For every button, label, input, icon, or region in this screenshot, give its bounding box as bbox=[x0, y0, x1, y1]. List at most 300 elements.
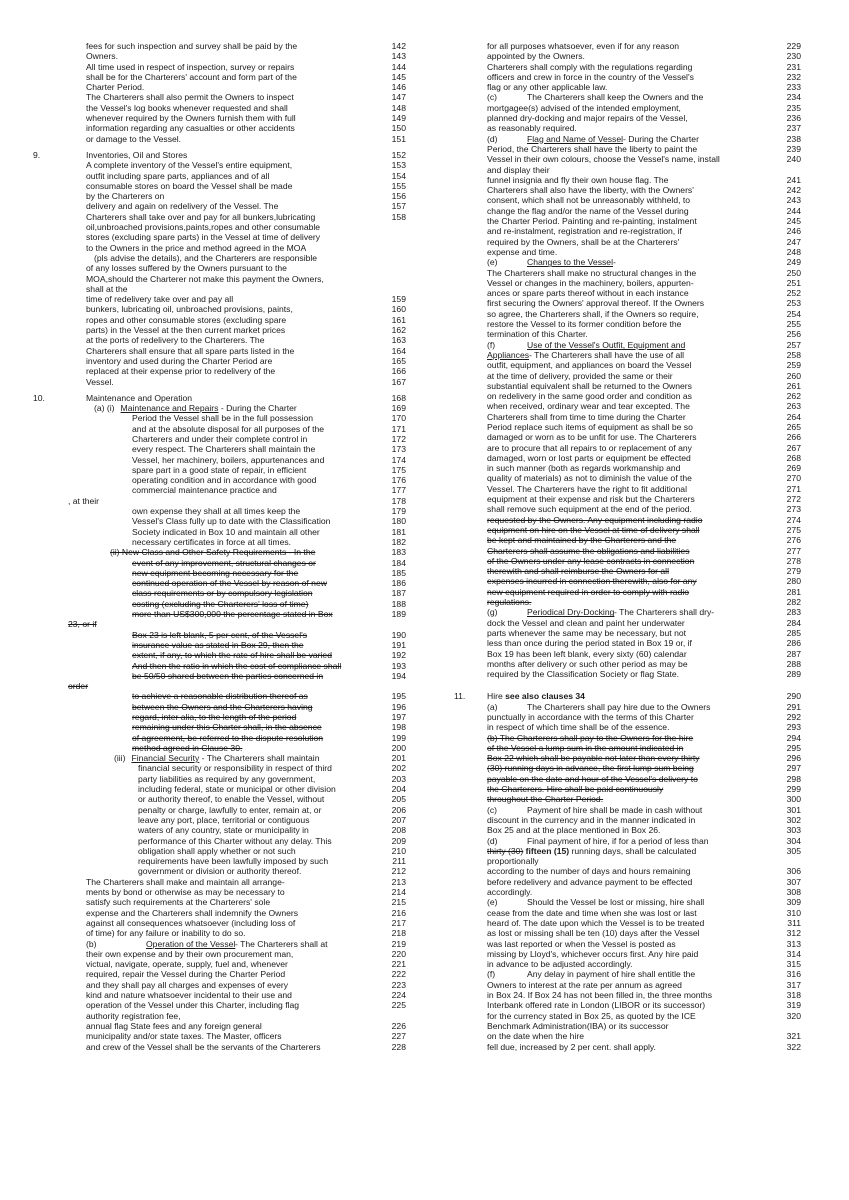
text-line bbox=[487, 1021, 777, 1031]
line-number: 273 bbox=[786, 504, 801, 515]
line-text bbox=[86, 1000, 299, 1010]
line-number: 320 bbox=[786, 1010, 801, 1021]
line-number: 307 bbox=[786, 876, 801, 887]
line-text bbox=[114, 753, 320, 763]
line-text-segment: by the Charterers on bbox=[86, 191, 165, 202]
line-number: 300 bbox=[786, 794, 801, 805]
text-line bbox=[487, 1041, 801, 1052]
line-number: 270 bbox=[786, 473, 801, 484]
text-line bbox=[487, 586, 801, 597]
line-number: 168 bbox=[391, 392, 406, 403]
line-number: 143 bbox=[391, 51, 406, 62]
line-text-segment: months after delivery or such other period as may be bbox=[487, 658, 688, 669]
text-line bbox=[487, 753, 801, 764]
line-number: 185 bbox=[391, 567, 406, 578]
line-text bbox=[132, 465, 306, 475]
line-text-segment: - The Charterers shall dry- bbox=[614, 607, 715, 618]
line-text-segment: running days, shall be calculated bbox=[569, 845, 697, 856]
line-text bbox=[487, 897, 705, 908]
line-text bbox=[132, 661, 341, 671]
line-text bbox=[86, 72, 297, 82]
line-number: 224 bbox=[391, 990, 406, 1001]
text-line bbox=[487, 948, 801, 959]
clause-number: 9. bbox=[33, 149, 41, 160]
line-number: 226 bbox=[391, 1020, 406, 1031]
text-line bbox=[58, 742, 406, 753]
text-line bbox=[58, 433, 406, 444]
line-text bbox=[487, 144, 697, 154]
text-line bbox=[487, 794, 801, 805]
text-line bbox=[58, 959, 406, 970]
line-text-segment: stores (excluding spare parts) in the Vessel at time of delivery bbox=[86, 232, 321, 243]
line-number: 236 bbox=[786, 113, 801, 124]
line-text bbox=[86, 877, 285, 887]
text-line bbox=[487, 195, 801, 206]
line-text-segment: requirements have been lawfully imposed by such bbox=[138, 856, 329, 867]
text-line bbox=[487, 411, 801, 422]
line-text bbox=[487, 412, 686, 422]
line-text-segment: at the time of delivery, provided the same or their bbox=[487, 370, 673, 381]
line-text bbox=[487, 856, 539, 866]
line-text-segment: Should the Vessel be lost or missing, hire shall bbox=[527, 897, 705, 908]
line-number: 209 bbox=[391, 835, 406, 846]
line-text bbox=[487, 1011, 696, 1021]
line-text-segment: commercial maintenance practice and bbox=[132, 485, 277, 496]
line-text-segment: Box 25 and at the place mentioned in Box 26. bbox=[487, 825, 661, 836]
line-text bbox=[487, 319, 681, 329]
line-number: 288 bbox=[786, 658, 801, 669]
line-text-segment: therewith and shall reimburse the Owners for all bbox=[487, 566, 669, 577]
line-number: 199 bbox=[391, 732, 406, 743]
line-text-segment: leave any port, place, territorial or contiguous bbox=[138, 814, 310, 825]
line-number: 220 bbox=[391, 948, 406, 959]
text-line bbox=[487, 784, 801, 795]
line-text bbox=[132, 424, 324, 434]
line-number: 198 bbox=[391, 722, 406, 733]
line-text-segment: - The Charterers shall maintain bbox=[199, 753, 320, 764]
line-text-segment: damaged, worn or lost parts or equipment be effected bbox=[487, 452, 691, 463]
text-line bbox=[487, 236, 801, 247]
line-number: 153 bbox=[391, 160, 406, 171]
line-number: 180 bbox=[391, 516, 406, 527]
line-text-segment: when received, ordinary wear and tear excepted. The bbox=[487, 401, 690, 412]
line-text-segment: fees for such inspection and survey shall be paid by the bbox=[86, 41, 298, 51]
line-number: 200 bbox=[391, 742, 406, 753]
line-text-segment: expenses incurred in connection therewith, also for any bbox=[487, 576, 697, 587]
line-text-segment: shall be for the Charterers' account and form part of the bbox=[86, 71, 297, 82]
line-text-segment: the Charter Period. Painting and re-painting, instalment bbox=[487, 216, 697, 227]
line-number: 285 bbox=[786, 627, 801, 638]
line-text bbox=[138, 825, 309, 835]
line-text-segment: required, repair the Vessel during the Charter Period bbox=[86, 969, 286, 980]
line-number: 211 bbox=[392, 856, 406, 867]
text-line bbox=[487, 876, 801, 887]
text-line bbox=[58, 835, 406, 846]
line-text-segment: penalty or charge, lawfully to enter, remain at, or bbox=[138, 804, 322, 815]
line-text bbox=[86, 366, 275, 376]
line-text bbox=[487, 566, 669, 576]
clause-heading: Financial Security bbox=[131, 753, 200, 764]
line-text-segment: (c) bbox=[487, 804, 498, 815]
line-text-segment: (f) bbox=[487, 969, 496, 980]
line-text bbox=[86, 232, 320, 242]
line-text-segment: funnel insignia and fly their own house flag. The bbox=[487, 174, 669, 185]
line-text-segment: shall remove such equipment at the end of the period. bbox=[487, 504, 692, 515]
clause-heading: Operation of the Vessel bbox=[146, 938, 236, 949]
text-line bbox=[487, 246, 801, 257]
line-text bbox=[86, 41, 297, 51]
line-number: 311 bbox=[787, 917, 801, 928]
line-text-segment: Vessel in their own colours, choose the Vessel's name, install bbox=[487, 154, 720, 165]
text-line bbox=[58, 773, 406, 784]
line-text-segment: (b) bbox=[86, 938, 97, 949]
line-text-segment: (e) bbox=[487, 897, 498, 908]
text-line bbox=[487, 658, 801, 669]
line-text-segment: to the Owners in the price and method agreed in the MOA bbox=[86, 242, 307, 253]
line-text bbox=[487, 216, 697, 226]
line-number: 292 bbox=[786, 712, 801, 722]
line-text bbox=[487, 576, 697, 586]
text-line bbox=[58, 243, 378, 253]
line-text-segment: flag or any other applicable law. bbox=[487, 82, 608, 93]
text-line bbox=[487, 856, 777, 866]
text-line bbox=[58, 325, 406, 336]
line-text-segment: remaining under this Charter shall, in the absence bbox=[132, 722, 322, 733]
line-text-segment: (g) bbox=[487, 607, 498, 618]
line-text bbox=[86, 928, 246, 938]
line-number: 322 bbox=[786, 1041, 801, 1052]
text-line bbox=[58, 123, 406, 134]
line-text bbox=[86, 212, 315, 222]
line-text bbox=[86, 325, 285, 335]
line-number: 221 bbox=[391, 959, 406, 970]
line-text bbox=[86, 918, 295, 928]
line-text-segment: expense and the Charterers shall indemnify the Owners bbox=[86, 907, 299, 918]
text-line bbox=[487, 298, 801, 309]
line-text-segment: Owners to interest at the rate per annum as agreed bbox=[487, 979, 682, 990]
line-number: 254 bbox=[786, 308, 801, 319]
line-text-segment: according to the number of days and hours remaining bbox=[487, 866, 691, 877]
line-text-segment: Benchmark Administration(IBA) or its successor bbox=[487, 1020, 669, 1031]
line-number: 280 bbox=[786, 576, 801, 587]
clause-heading: Periodical Dry-Docking bbox=[527, 607, 615, 618]
line-text bbox=[132, 558, 316, 568]
clause-heading: Use of the Vessel's Outfit, Equipment and bbox=[527, 339, 686, 350]
line-text-segment: Period replace such items of equipment as shall be so bbox=[487, 421, 693, 432]
line-text-segment: as reasonably required. bbox=[487, 123, 577, 134]
text-line bbox=[58, 969, 406, 980]
line-text-segment: more than US$300,000 the percentage stated in Box bbox=[132, 609, 333, 620]
line-text bbox=[86, 949, 293, 959]
line-text-segment: are to procure that all repairs to or replacement of any bbox=[487, 442, 692, 453]
line-text bbox=[487, 51, 585, 61]
line-number: 219 bbox=[391, 938, 406, 949]
line-number: 305 bbox=[786, 845, 801, 856]
line-number: 172 bbox=[391, 433, 406, 444]
line-text bbox=[487, 309, 699, 319]
line-number: 296 bbox=[786, 753, 801, 764]
text-line bbox=[58, 979, 406, 990]
line-text-segment: Inventories, Oil and Stores bbox=[86, 149, 188, 160]
line-number: 303 bbox=[786, 825, 801, 836]
text-line bbox=[487, 814, 801, 825]
line-text bbox=[86, 335, 265, 345]
line-number: 251 bbox=[786, 277, 801, 288]
line-number: 192 bbox=[391, 650, 406, 661]
line-text-segment: party liabilities as required by any government, bbox=[138, 773, 316, 784]
line-text-segment: government or division or authority thereof. bbox=[138, 866, 302, 877]
text-line bbox=[487, 339, 801, 350]
line-text bbox=[487, 918, 704, 928]
line-text-segment: on redelivery in the same good order and condition as bbox=[487, 391, 692, 402]
text-line bbox=[58, 506, 406, 517]
line-text bbox=[86, 980, 288, 990]
line-number: 218 bbox=[391, 928, 406, 939]
line-text bbox=[86, 103, 288, 113]
line-number: 233 bbox=[786, 82, 801, 93]
text-line bbox=[58, 825, 406, 836]
line-text-segment: MOA,should the Charterer not make this payment the Owners, bbox=[86, 273, 324, 284]
line-text-segment: parts) in the Vessel at the then current market prices bbox=[86, 325, 286, 336]
line-number: 213 bbox=[391, 876, 406, 887]
line-number: 190 bbox=[391, 629, 406, 640]
line-text bbox=[487, 1042, 656, 1052]
line-text-segment: Box 19 has been left blank, every sixty (60) calendar bbox=[487, 648, 687, 659]
text-line bbox=[487, 370, 801, 381]
line-text bbox=[132, 630, 307, 640]
line-text-segment: outfit, equipment, and appliances on board the Vessel bbox=[487, 360, 692, 371]
line-text-segment: bunkers, lubricating oil, unbroached provisions, paints, bbox=[86, 304, 293, 315]
line-text bbox=[68, 681, 88, 691]
line-text-segment: Charterers and under their complete control in bbox=[132, 433, 308, 444]
line-text bbox=[68, 496, 99, 506]
line-text-segment: proportionally bbox=[487, 856, 539, 867]
line-text bbox=[132, 609, 333, 619]
line-number: 183 bbox=[391, 547, 406, 558]
line-number: 259 bbox=[786, 360, 801, 371]
text-line bbox=[58, 567, 406, 578]
line-text-segment: spare part in a good state of repair, in efficient bbox=[132, 464, 307, 475]
line-text-segment: annual flag State fees and any foreign general bbox=[86, 1020, 262, 1031]
line-text bbox=[132, 650, 332, 660]
line-number: 266 bbox=[786, 432, 801, 443]
text-line bbox=[487, 576, 801, 587]
line-number: 230 bbox=[786, 51, 801, 62]
line-text-segment: be kept and maintained by the Charterers and the bbox=[487, 535, 677, 546]
text-line bbox=[487, 113, 801, 124]
line-text bbox=[132, 506, 300, 516]
line-text-segment: cease from the date and time when she was lost or last bbox=[487, 907, 697, 918]
text-line bbox=[487, 1000, 801, 1011]
line-text bbox=[487, 92, 704, 103]
line-text bbox=[138, 794, 324, 804]
line-text bbox=[132, 691, 308, 701]
line-text-segment: less than once during the period stated in Box 19 or, if bbox=[487, 638, 692, 649]
text-line bbox=[487, 1010, 801, 1021]
line-text-segment: And then the ratio in which the cost of compliance shall bbox=[132, 660, 342, 671]
line-text bbox=[487, 463, 680, 473]
line-text bbox=[487, 887, 532, 897]
text-line bbox=[487, 638, 801, 649]
line-text-segment: operation of the Vessel under this Charter, including flag bbox=[86, 1000, 300, 1011]
line-text bbox=[86, 263, 287, 273]
line-text bbox=[487, 669, 679, 679]
line-text bbox=[487, 391, 692, 401]
text-line bbox=[58, 784, 406, 795]
line-text-segment: Society indicated in Box 10 and maintain all other bbox=[132, 526, 320, 537]
line-text bbox=[487, 268, 696, 278]
line-text bbox=[138, 846, 296, 856]
line-text bbox=[487, 712, 694, 722]
line-text-segment: (d) bbox=[487, 133, 498, 144]
line-text bbox=[487, 908, 697, 918]
line-text bbox=[487, 618, 685, 628]
text-line bbox=[487, 442, 801, 453]
line-text bbox=[487, 123, 577, 133]
line-number: 258 bbox=[786, 349, 801, 360]
text-line bbox=[58, 866, 406, 877]
line-text-segment: performance of this Charter without any delay. This bbox=[138, 835, 332, 846]
line-text-segment: 23, or if bbox=[68, 619, 97, 630]
text-line bbox=[487, 41, 801, 51]
line-text-segment: The Charterers shall pay hire due to the Owners bbox=[527, 701, 711, 712]
text-line bbox=[58, 1011, 378, 1021]
line-text bbox=[487, 733, 693, 743]
line-text bbox=[86, 51, 118, 61]
line-text bbox=[86, 222, 320, 232]
line-text-segment: A complete inventory of the Vessel's entire equipment, bbox=[86, 160, 293, 171]
text-line bbox=[33, 149, 406, 160]
line-number: 321 bbox=[786, 1031, 801, 1042]
text-line bbox=[58, 403, 406, 414]
line-text-segment: Interbank offered rate in London (LIBOR or its successor) bbox=[487, 1000, 706, 1011]
line-text-segment: financial security or responsibility in respect of third bbox=[138, 763, 332, 774]
line-text-segment: - The Charterers shall at bbox=[235, 938, 328, 949]
line-text bbox=[487, 784, 663, 794]
line-text bbox=[138, 774, 315, 784]
line-text-segment: method agreed in Clause 30. bbox=[132, 742, 243, 753]
line-number: 232 bbox=[786, 71, 801, 82]
line-text bbox=[487, 1000, 705, 1010]
line-text bbox=[86, 315, 286, 325]
line-number: 204 bbox=[391, 784, 406, 795]
line-text bbox=[132, 640, 304, 650]
text-line bbox=[58, 413, 406, 424]
line-number: 203 bbox=[391, 773, 406, 784]
line-number: 225 bbox=[391, 1000, 406, 1011]
text-line bbox=[58, 1000, 406, 1011]
line-text-segment: in respect of which time shall be of the essence. bbox=[487, 722, 670, 733]
line-number: 197 bbox=[391, 712, 406, 722]
text-line bbox=[58, 92, 406, 103]
line-text bbox=[487, 815, 695, 825]
line-text-segment: continued operation of the Vessel by reason of new bbox=[132, 578, 327, 589]
line-text bbox=[138, 856, 328, 866]
text-line bbox=[58, 102, 406, 113]
line-text-segment: requested by the Owners. Any equipment including radio bbox=[487, 514, 703, 525]
line-number: 193 bbox=[391, 660, 406, 671]
line-text-segment: (30) running days in advance, the first lump sum being bbox=[487, 763, 694, 774]
line-text-segment: information regarding any casualties or other accidents bbox=[86, 123, 295, 134]
line-number: 234 bbox=[786, 92, 801, 103]
text-line bbox=[487, 473, 801, 484]
line-number: 223 bbox=[391, 979, 406, 990]
line-text bbox=[487, 866, 691, 876]
line-text bbox=[86, 201, 278, 211]
text-line bbox=[58, 804, 406, 815]
text-line bbox=[58, 938, 406, 949]
text-line bbox=[487, 763, 801, 774]
line-number: 163 bbox=[391, 335, 406, 346]
line-number: 206 bbox=[391, 804, 406, 815]
line-number: 154 bbox=[391, 170, 406, 181]
line-text-segment: new equipment becoming necessary for the bbox=[132, 567, 299, 578]
line-text bbox=[487, 484, 687, 494]
text-line bbox=[487, 61, 801, 72]
text-line bbox=[58, 314, 406, 325]
line-text bbox=[86, 346, 294, 356]
line-number: 282 bbox=[786, 597, 801, 608]
line-number: 309 bbox=[786, 897, 801, 908]
line-text bbox=[487, 298, 704, 308]
line-text-segment: The Charterers shall make and maintain all arrange- bbox=[86, 876, 285, 887]
line-number: 150 bbox=[391, 123, 406, 134]
text-line bbox=[487, 349, 801, 360]
line-text-segment: (a) (i) bbox=[94, 403, 115, 414]
line-text-segment: punctually in accordance with the terms of this Charter bbox=[487, 712, 694, 722]
line-text-segment: against all consequences whatsoever (including loss of bbox=[86, 917, 296, 928]
line-text bbox=[487, 339, 686, 350]
text-line bbox=[58, 180, 406, 191]
line-text bbox=[487, 659, 688, 669]
line-text bbox=[487, 443, 692, 453]
line-number: 298 bbox=[786, 773, 801, 784]
line-text-segment: of the Owners under any lease contracts in connection bbox=[487, 555, 695, 566]
line-text bbox=[86, 908, 298, 918]
line-text-segment: for the currency stated in Box 25, as quoted by the ICE bbox=[487, 1010, 696, 1021]
line-number: 228 bbox=[391, 1041, 406, 1052]
line-text bbox=[86, 62, 294, 72]
line-number: 173 bbox=[391, 444, 406, 455]
text-line bbox=[58, 191, 406, 202]
text-line bbox=[58, 294, 406, 305]
line-text-segment: or authority thereof, to enable the Vessel, without bbox=[138, 794, 325, 805]
clause-heading: Appliances bbox=[487, 349, 530, 360]
line-text-segment: missing by Lloyd's, whichever occurs first. Any hire paid bbox=[487, 948, 699, 959]
line-text-segment: order bbox=[68, 681, 89, 692]
line-text bbox=[487, 825, 660, 835]
text-line bbox=[487, 669, 801, 680]
text-line bbox=[58, 578, 406, 589]
line-text-segment: accordingly. bbox=[487, 887, 533, 898]
line-number: 313 bbox=[786, 938, 801, 949]
line-text bbox=[86, 243, 306, 253]
line-text-segment: for all purposes whatsoever, even if for any reason bbox=[487, 41, 680, 51]
text-line bbox=[487, 165, 777, 175]
line-number: 162 bbox=[391, 325, 406, 336]
line-number: 314 bbox=[786, 948, 801, 959]
line-number: 248 bbox=[786, 246, 801, 257]
line-text bbox=[487, 877, 692, 887]
text-line bbox=[487, 154, 801, 165]
text-line bbox=[487, 514, 801, 525]
text-line bbox=[58, 763, 406, 774]
line-number: 215 bbox=[391, 897, 406, 908]
line-number: 274 bbox=[786, 514, 801, 525]
line-number: 252 bbox=[786, 288, 801, 299]
text-line bbox=[58, 454, 406, 465]
line-number: 238 bbox=[786, 133, 801, 144]
